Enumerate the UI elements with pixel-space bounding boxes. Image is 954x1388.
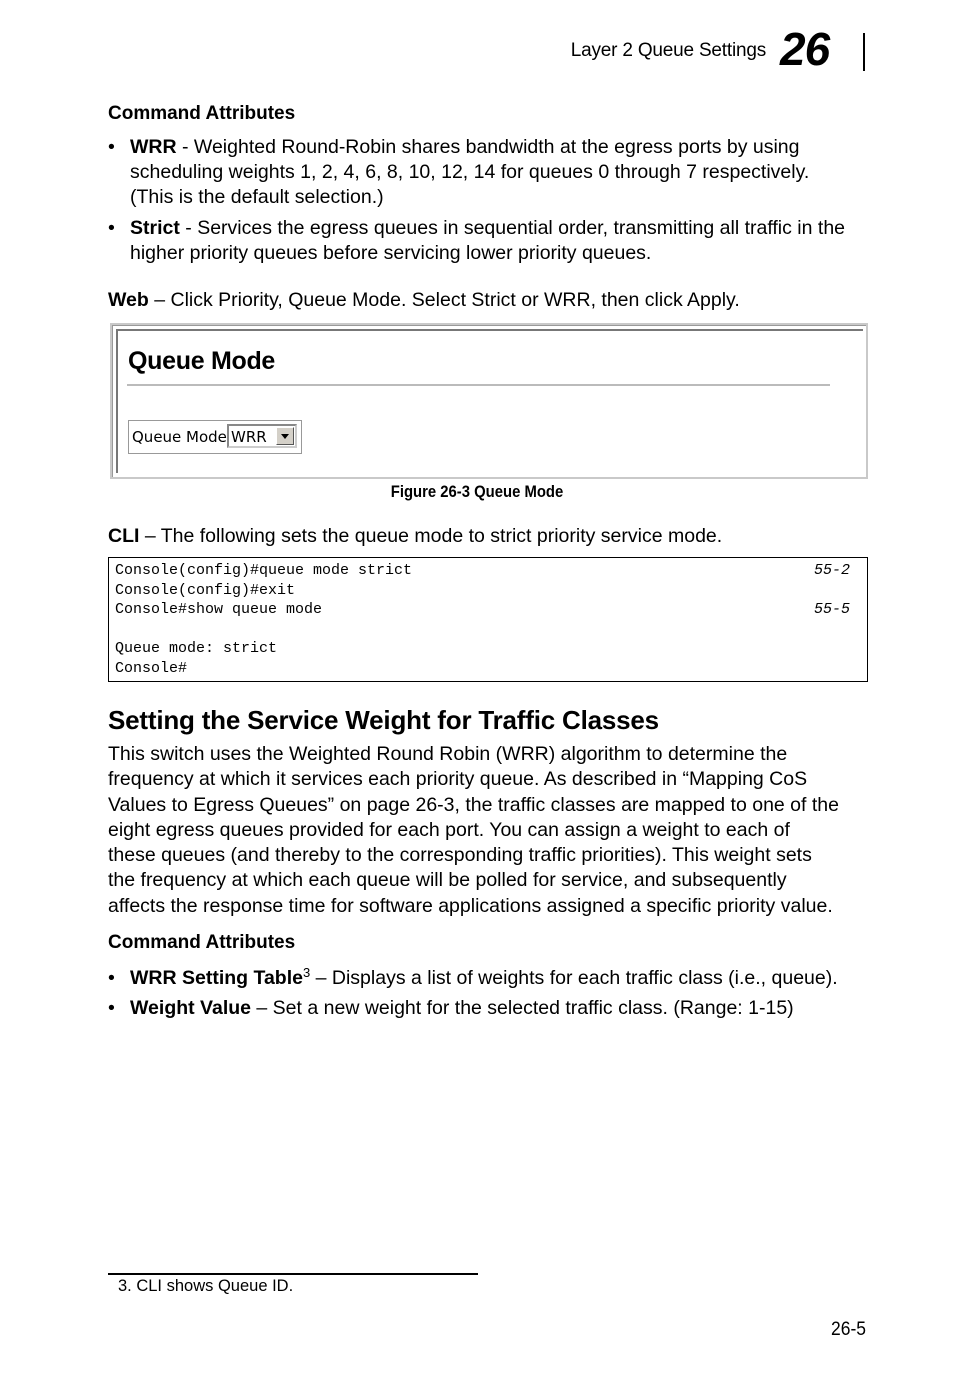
bullet-text-line: – Set a new weight for the selected traffic class. (Range: 1-15)	[251, 997, 794, 1019]
cli-text: – The following sets the queue mode to strict priority service mode.	[139, 525, 723, 547]
bullet-text-line: – Displays a list of weights for each traffic class (i.e., queue).	[310, 967, 838, 989]
paragraph-line: This switch uses the Weighted Round Robin (WRR) algorithm to determine the	[108, 743, 788, 765]
footnote: 3. CLI shows Queue ID.	[118, 1277, 294, 1295]
paragraph-line: affects the response time for software applications assigned a specific priority value.	[108, 894, 833, 917]
section-heading: Setting the Service Weight for Traffic Classes	[108, 705, 659, 735]
cli-instruction	[108, 524, 722, 549]
bullet-marker: •	[108, 997, 115, 1019]
code-line: Console(config)#queue mode strict	[115, 562, 413, 579]
paragraph-line: these queues (and thereby to the corresponding traffic priorities). This weight sets	[108, 844, 812, 867]
bullet-text-line: higher priority queues before servicing lower priority queues.	[130, 242, 652, 264]
bullet-term: WRR Setting Table	[130, 967, 303, 989]
web-label: Web	[108, 289, 149, 311]
paragraph-line: Values to Egress Queues” on page 26-3, the traffic classes are mapped to one of the	[108, 793, 839, 816]
bullet-text-line: - Services the egress queues in sequential order, transmitting all traffic in the	[179, 217, 846, 239]
queue-mode-label: Queue Mode	[132, 428, 227, 446]
paragraph-line: the frequency at which each queue will be polled for service, and subsequently	[108, 869, 787, 892]
bullet-strict	[130, 216, 875, 266]
code-line: Console#show queue mode	[115, 601, 323, 618]
bullet-wrr-setting-table	[130, 966, 875, 991]
command-attributes-heading: Command Attributes	[108, 103, 296, 124]
bullet-wrr	[130, 135, 875, 210]
paragraph-line: eight egress queues provided for each port. You can assign a weight to each of	[108, 818, 790, 841]
command-attributes-heading: Command Attributes	[108, 932, 296, 953]
code-reference: 55-2	[813, 562, 850, 579]
bullet-text-line: (This is the default selection.)	[130, 186, 384, 208]
bullet-term: Strict	[130, 217, 180, 239]
bullet-term: Weight Value	[130, 997, 251, 1019]
bullet-text-line: scheduling weights 1, 2, 4, 6, 8, 10, 12, 14 for queues 0 through 7 respectively.	[130, 161, 810, 183]
figure-title: Queue Mode	[128, 347, 276, 375]
bullet-weight-value	[130, 996, 875, 1021]
chapter-number: 26	[780, 23, 830, 75]
code-reference: 55-5	[813, 601, 850, 618]
bullet-text-line: - Weighted Round-Robin shares bandwidth at the egress ports by using	[176, 136, 800, 158]
web-text: – Click Priority, Queue Mode. Select Strict or WRR, then click Apply.	[148, 289, 740, 311]
bullet-marker: •	[108, 967, 115, 989]
running-header: Layer 2 Queue Settings	[570, 40, 766, 61]
paragraph-line: frequency at which it services each priority queue. As described in “Mapping CoS	[108, 768, 808, 791]
web-instruction	[108, 288, 740, 313]
queue-mode-select-value[interactable]: WRR	[231, 428, 267, 446]
bullet-marker: •	[108, 217, 115, 239]
bullet-term: WRR	[130, 136, 177, 158]
footnote-reference[interactable]: 3	[302, 965, 311, 980]
footnote-rule	[108, 1273, 478, 1275]
code-line: Console(config)#exit	[115, 581, 296, 599]
code-line: Console#	[115, 659, 188, 677]
chevron-down-icon[interactable]	[276, 427, 294, 445]
figure-caption: Figure 26-3 Queue Mode	[390, 483, 564, 501]
figure-title-rule	[127, 384, 830, 387]
cli-label: CLI	[108, 525, 140, 547]
bullet-marker: •	[108, 136, 115, 158]
page-number: 26-5	[831, 1319, 866, 1340]
code-line: Queue mode: strict	[115, 640, 278, 657]
chapter-rule	[863, 33, 865, 71]
section-paragraph	[108, 742, 878, 919]
